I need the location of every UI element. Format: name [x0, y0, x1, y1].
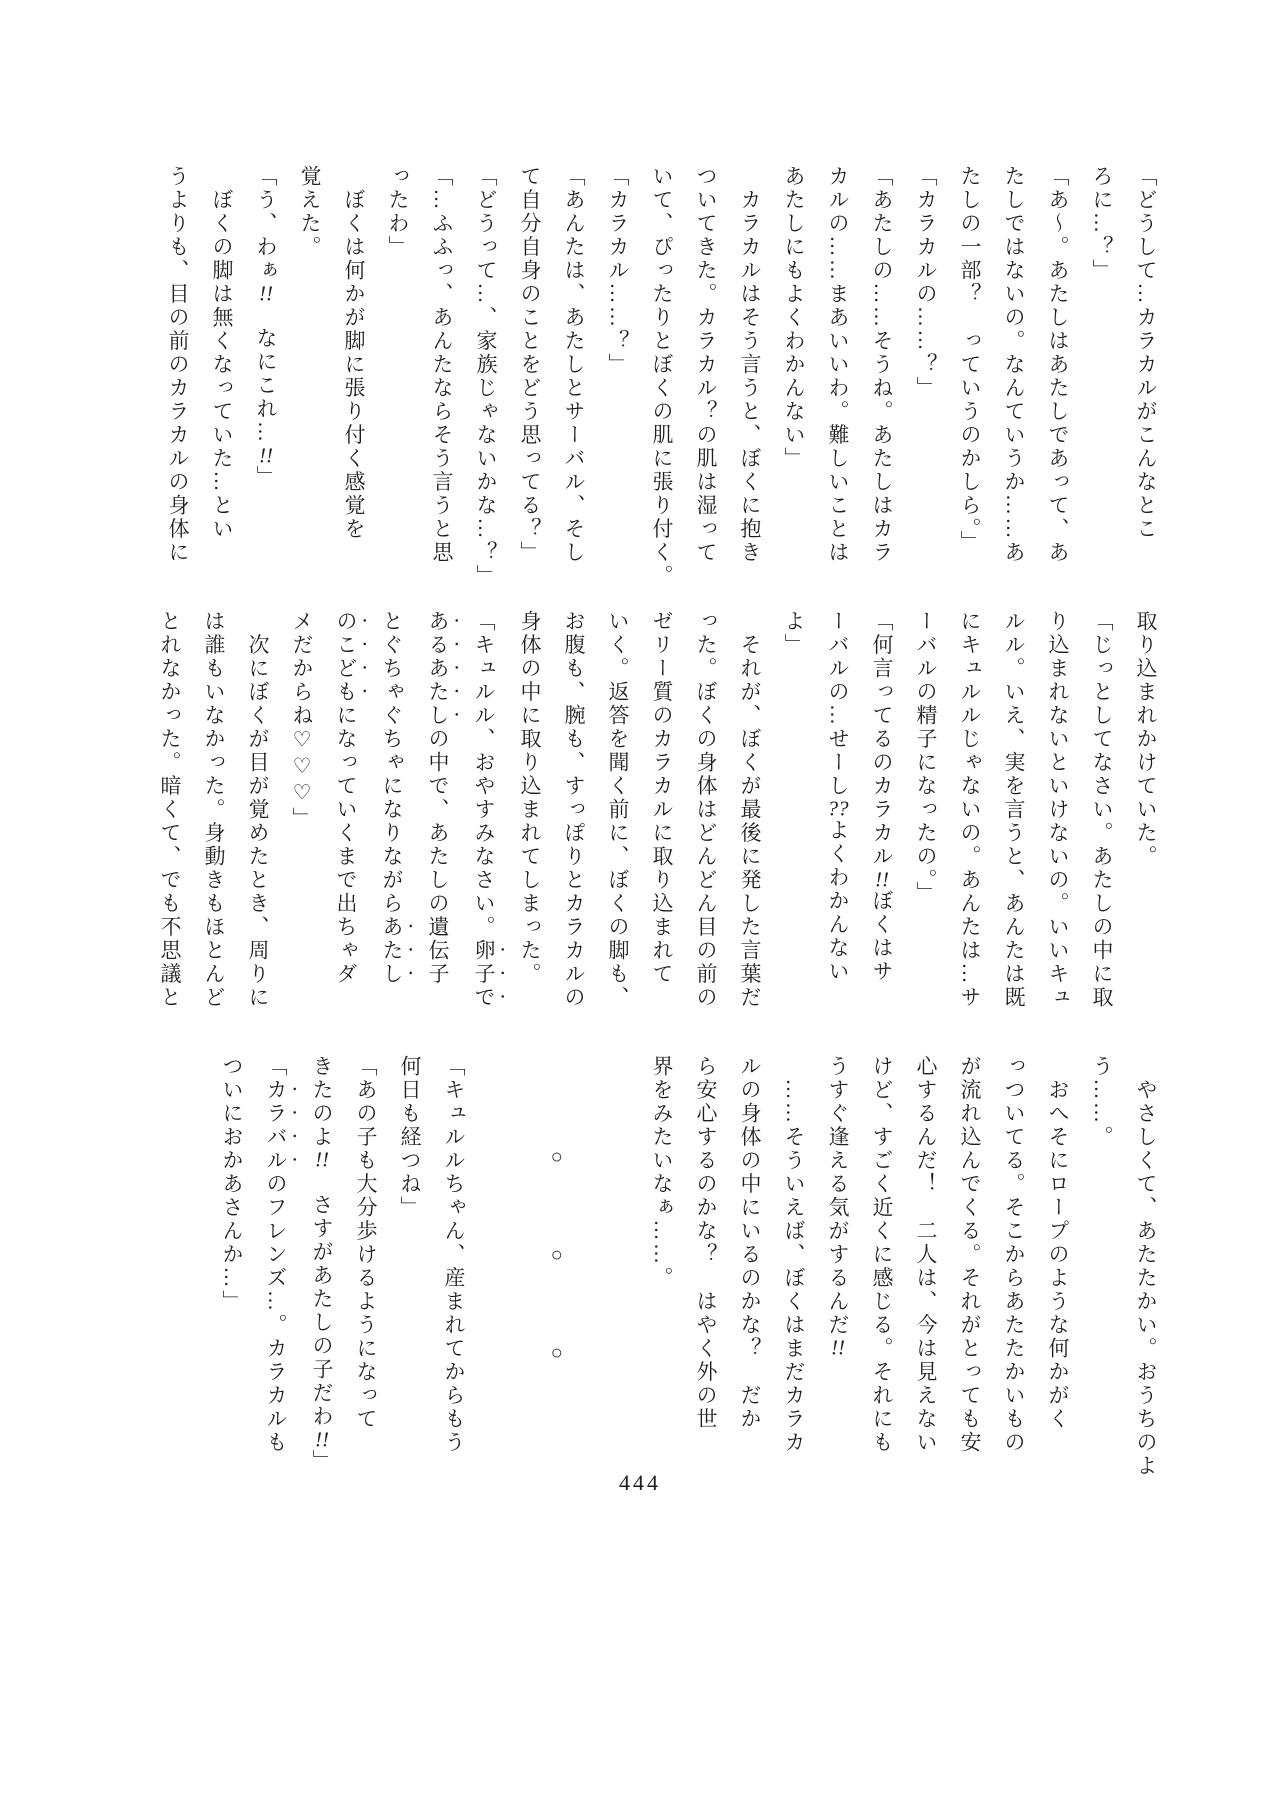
text-column: [1036, 165, 1080, 565]
text-column: [1080, 1055, 1124, 1455]
emphasized-text: カラバル: [264, 1078, 288, 1173]
text-run: 「あたしの……そうね。あたしはカラ: [870, 165, 894, 565]
text-run: なにこれ…: [254, 303, 278, 445]
text-column: [1036, 1055, 1080, 1455]
text-run: 覚えた。: [298, 165, 322, 259]
text-run: 次にぼくが目が覚めたとき、周りに: [246, 610, 270, 1010]
text-column: [640, 610, 684, 1010]
text-column: [772, 1055, 816, 1455]
text-run: 「あんたは、あたしとサーバル、そし: [562, 165, 586, 565]
text-column: [332, 165, 376, 565]
text-run: うよりも、目の前のカラカルの身体に: [166, 165, 190, 565]
text-column: [552, 165, 596, 565]
text-run: いて、ぴったりとぼくの肌に張り付く。: [650, 165, 674, 588]
text-column: [948, 610, 992, 1010]
text-band-3: [210, 1055, 1168, 1478]
text-column: [992, 1055, 1036, 1455]
text-band-1: [156, 165, 1168, 588]
text-column: [148, 610, 192, 1010]
text-column: [992, 165, 1036, 565]
text-run: !!: [259, 444, 273, 466]
text-run: カラカルはそう言うと、ぼくに抱き: [738, 165, 762, 565]
text-column: [816, 1055, 860, 1455]
text-column: [416, 610, 462, 1010]
text-run: の中で、あたしの遺伝子: [426, 727, 450, 986]
scene-break-circle: ○: [550, 1146, 566, 1168]
text-run: ーバルの精子になったの。」: [914, 610, 938, 905]
text-run: て自分自身のことをどう思ってる？」: [518, 165, 542, 565]
text-column: [816, 165, 860, 565]
text-column: [324, 610, 370, 1010]
text-run: ついにおかあさんか…」: [220, 1055, 244, 1314]
text-column: [684, 1055, 728, 1455]
text-column: [300, 1055, 344, 1473]
text-column: [1124, 1055, 1168, 1478]
text-column: [192, 610, 236, 1010]
text-column: [860, 1055, 904, 1455]
text-column: [432, 1055, 476, 1455]
text-run: ら安心するのかな？ はやく外の世: [694, 1055, 718, 1431]
text-run: った。ぼくの身体はどんどん目の前の: [694, 610, 718, 1010]
text-column: [992, 610, 1036, 1010]
text-column: [280, 610, 324, 1010]
text-column: [344, 1055, 388, 1455]
text-run: 「どうって…、家族じゃないかな…？」: [474, 165, 498, 588]
text-column: [640, 165, 684, 588]
text-run: 「キュルルちゃん、産まれてからもう: [442, 1055, 466, 1455]
scene-break-divider: [546, 1055, 570, 1455]
text-column: [904, 1055, 948, 1455]
text-run: ったわ」: [386, 165, 410, 259]
text-run: ぼくの脚は無くなっていた…とい: [210, 165, 234, 541]
scene-break-circle: ○: [550, 1244, 566, 1266]
text-run: ルの身体の中にいるのかな？ だか: [738, 1055, 762, 1431]
text-column: [684, 610, 728, 1010]
emphasized-text: 卵子で: [472, 939, 496, 1010]
text-column: [948, 1055, 992, 1455]
text-run: !!: [315, 1428, 329, 1450]
text-column: [254, 1055, 300, 1455]
text-column: [376, 165, 420, 565]
text-column: [772, 165, 816, 565]
text-run: !!: [259, 282, 273, 304]
text-column: [156, 165, 200, 565]
text-run: 「どうして…カラカルがこんなとこ: [1134, 165, 1158, 541]
text-column: [552, 610, 596, 1010]
text-run: あたしにもよくわかんない」: [782, 165, 806, 471]
text-run: ついてきた。カラカル？の肌は湿って: [694, 165, 718, 565]
text-run: それが、ぼくが最後に発した言葉だ: [738, 610, 762, 1010]
text-column: [244, 165, 288, 565]
text-run: !!: [315, 1149, 329, 1170]
text-run: 界をみたいなぁ……。: [650, 1055, 674, 1290]
text-column: [684, 165, 728, 565]
text-run: になっていくまで出ちゃダ: [334, 704, 358, 986]
scene-break-circle: ○: [550, 1342, 566, 1364]
emphasized-text: あたし: [380, 915, 404, 986]
text-column: [288, 165, 332, 565]
text-run: り込まれないといけないの。いいキュ: [1046, 610, 1070, 1010]
text-column: [816, 610, 860, 1010]
text-run: ルル。いえ、実を言うと、あんたは既: [1002, 610, 1026, 1010]
text-run: おへそにロープのような何かがく: [1046, 1055, 1070, 1431]
text-run: 「カラカル……？」: [606, 165, 630, 377]
text-run: ゼリー質のカラカルに取り込まれて: [650, 610, 674, 986]
text-column: [200, 165, 244, 565]
text-run: ??: [827, 798, 849, 819]
text-run: きたのよ: [310, 1055, 334, 1149]
text-column: [508, 165, 552, 565]
text-run: 取り込まれかけていた。: [1134, 610, 1158, 869]
text-band-2: [148, 610, 1168, 1010]
text-column: [772, 610, 816, 1010]
text-run: よくわかんない: [826, 819, 850, 984]
text-column: [1036, 610, 1080, 1010]
text-run: 「じっとしてなさい。あたしの中に取: [1090, 610, 1114, 1010]
text-run: とれなかった。暗くて、でも不思議と: [158, 610, 182, 1010]
text-run: 「あ〜。あたしはあたしであって、あ: [1046, 165, 1070, 565]
text-run: ぼくは何かが脚に張り付く感覚を: [342, 165, 366, 541]
text-run: たしの一部？ っていうのかしら。」: [958, 165, 982, 554]
text-column: [236, 610, 280, 1010]
text-run: 心するんだ！ 二人は、今は見えない: [914, 1055, 938, 1455]
text-column: [860, 165, 904, 565]
text-column: [728, 610, 772, 1010]
text-column: [596, 610, 640, 1010]
text-column: [464, 165, 508, 588]
text-run: 」: [254, 465, 278, 489]
text-run: は誰もいなかった。身動きもほとんど: [202, 610, 226, 1010]
text-column: [370, 610, 416, 1010]
text-run: うすぐ逢える気がするんだ: [826, 1055, 850, 1337]
text-run: たしではないの。なんていうか……あ: [1002, 165, 1026, 565]
page-number: 444: [619, 1470, 661, 1495]
text-column: [1080, 610, 1124, 1010]
text-run: カルの……まあいいわ。難しいことは: [826, 165, 850, 565]
emphasized-text: のこども: [334, 610, 358, 704]
text-run: やさしくて、あたたかい。おうちのよ: [1134, 1055, 1158, 1478]
text-run: 「あの子も大分歩けるようになって: [354, 1055, 378, 1431]
text-run: 「何言ってるのカラカル: [870, 610, 894, 869]
text-run: が流れ込んでくる。それがとっても安: [958, 1055, 982, 1455]
text-run: !!: [875, 868, 889, 890]
text-run: 「…ふふっ、あんたならそう言うと思: [430, 165, 454, 565]
text-run: 「カラカルの……？」: [914, 165, 938, 400]
text-column: [728, 165, 772, 565]
text-column: [462, 610, 508, 1010]
text-run: ーバルの…せーし: [826, 610, 850, 798]
text-run: お腹も、腕も、すっぽりとカラカルの: [562, 610, 586, 1010]
text-run: 「う、わぁ: [254, 165, 278, 283]
text-column: [860, 610, 904, 1010]
text-column: [640, 1055, 684, 1455]
text-column: [420, 165, 464, 565]
text-run: う……。: [1090, 1055, 1114, 1149]
emphasized-text: あるあたし: [426, 610, 450, 728]
text-run: !!: [831, 1337, 845, 1358]
text-run: メだからね♡♡♡」: [290, 610, 314, 831]
text-run: さすがあたしの子だわ: [310, 1170, 334, 1429]
text-run: ろに…？」: [1090, 165, 1114, 283]
text-run: ……そういえば、ぼくはまだカラカ: [782, 1055, 806, 1455]
text-column: [904, 165, 948, 565]
text-run: 何日も経つね」: [398, 1055, 422, 1220]
text-run: よ」: [782, 610, 806, 657]
text-column: [904, 610, 948, 1010]
text-run: っついてる。そこからあたたかいもの: [1002, 1055, 1026, 1455]
text-column: [728, 1055, 772, 1455]
text-run: 「: [264, 1055, 288, 1079]
text-run: とぐちゃぐちゃになりながら: [380, 610, 404, 916]
text-column: [508, 610, 552, 1010]
text-run: 身体の中に取り込まれてしまった。: [518, 610, 542, 986]
text-column: [948, 165, 992, 565]
text-column: [596, 165, 640, 565]
text-column: [388, 1055, 432, 1455]
text-run: 」: [310, 1449, 334, 1473]
text-run: のフレンズ…。カラカルも: [264, 1172, 288, 1455]
text-column: [210, 1055, 254, 1455]
text-run: 「キュルル、おやすみなさい。: [472, 610, 496, 939]
text-run: ぼくはサ: [870, 889, 894, 984]
text-run: けど、すごく近くに感じる。それにも: [870, 1055, 894, 1455]
text-column: [1080, 165, 1124, 565]
text-run: にキュルルじゃないの。あんたは…サ: [958, 610, 982, 1010]
text-run: いく。返答を聞く前に、ぼくの脚も、: [606, 610, 630, 1010]
text-column: [1124, 610, 1168, 1010]
text-column: [1124, 165, 1168, 565]
